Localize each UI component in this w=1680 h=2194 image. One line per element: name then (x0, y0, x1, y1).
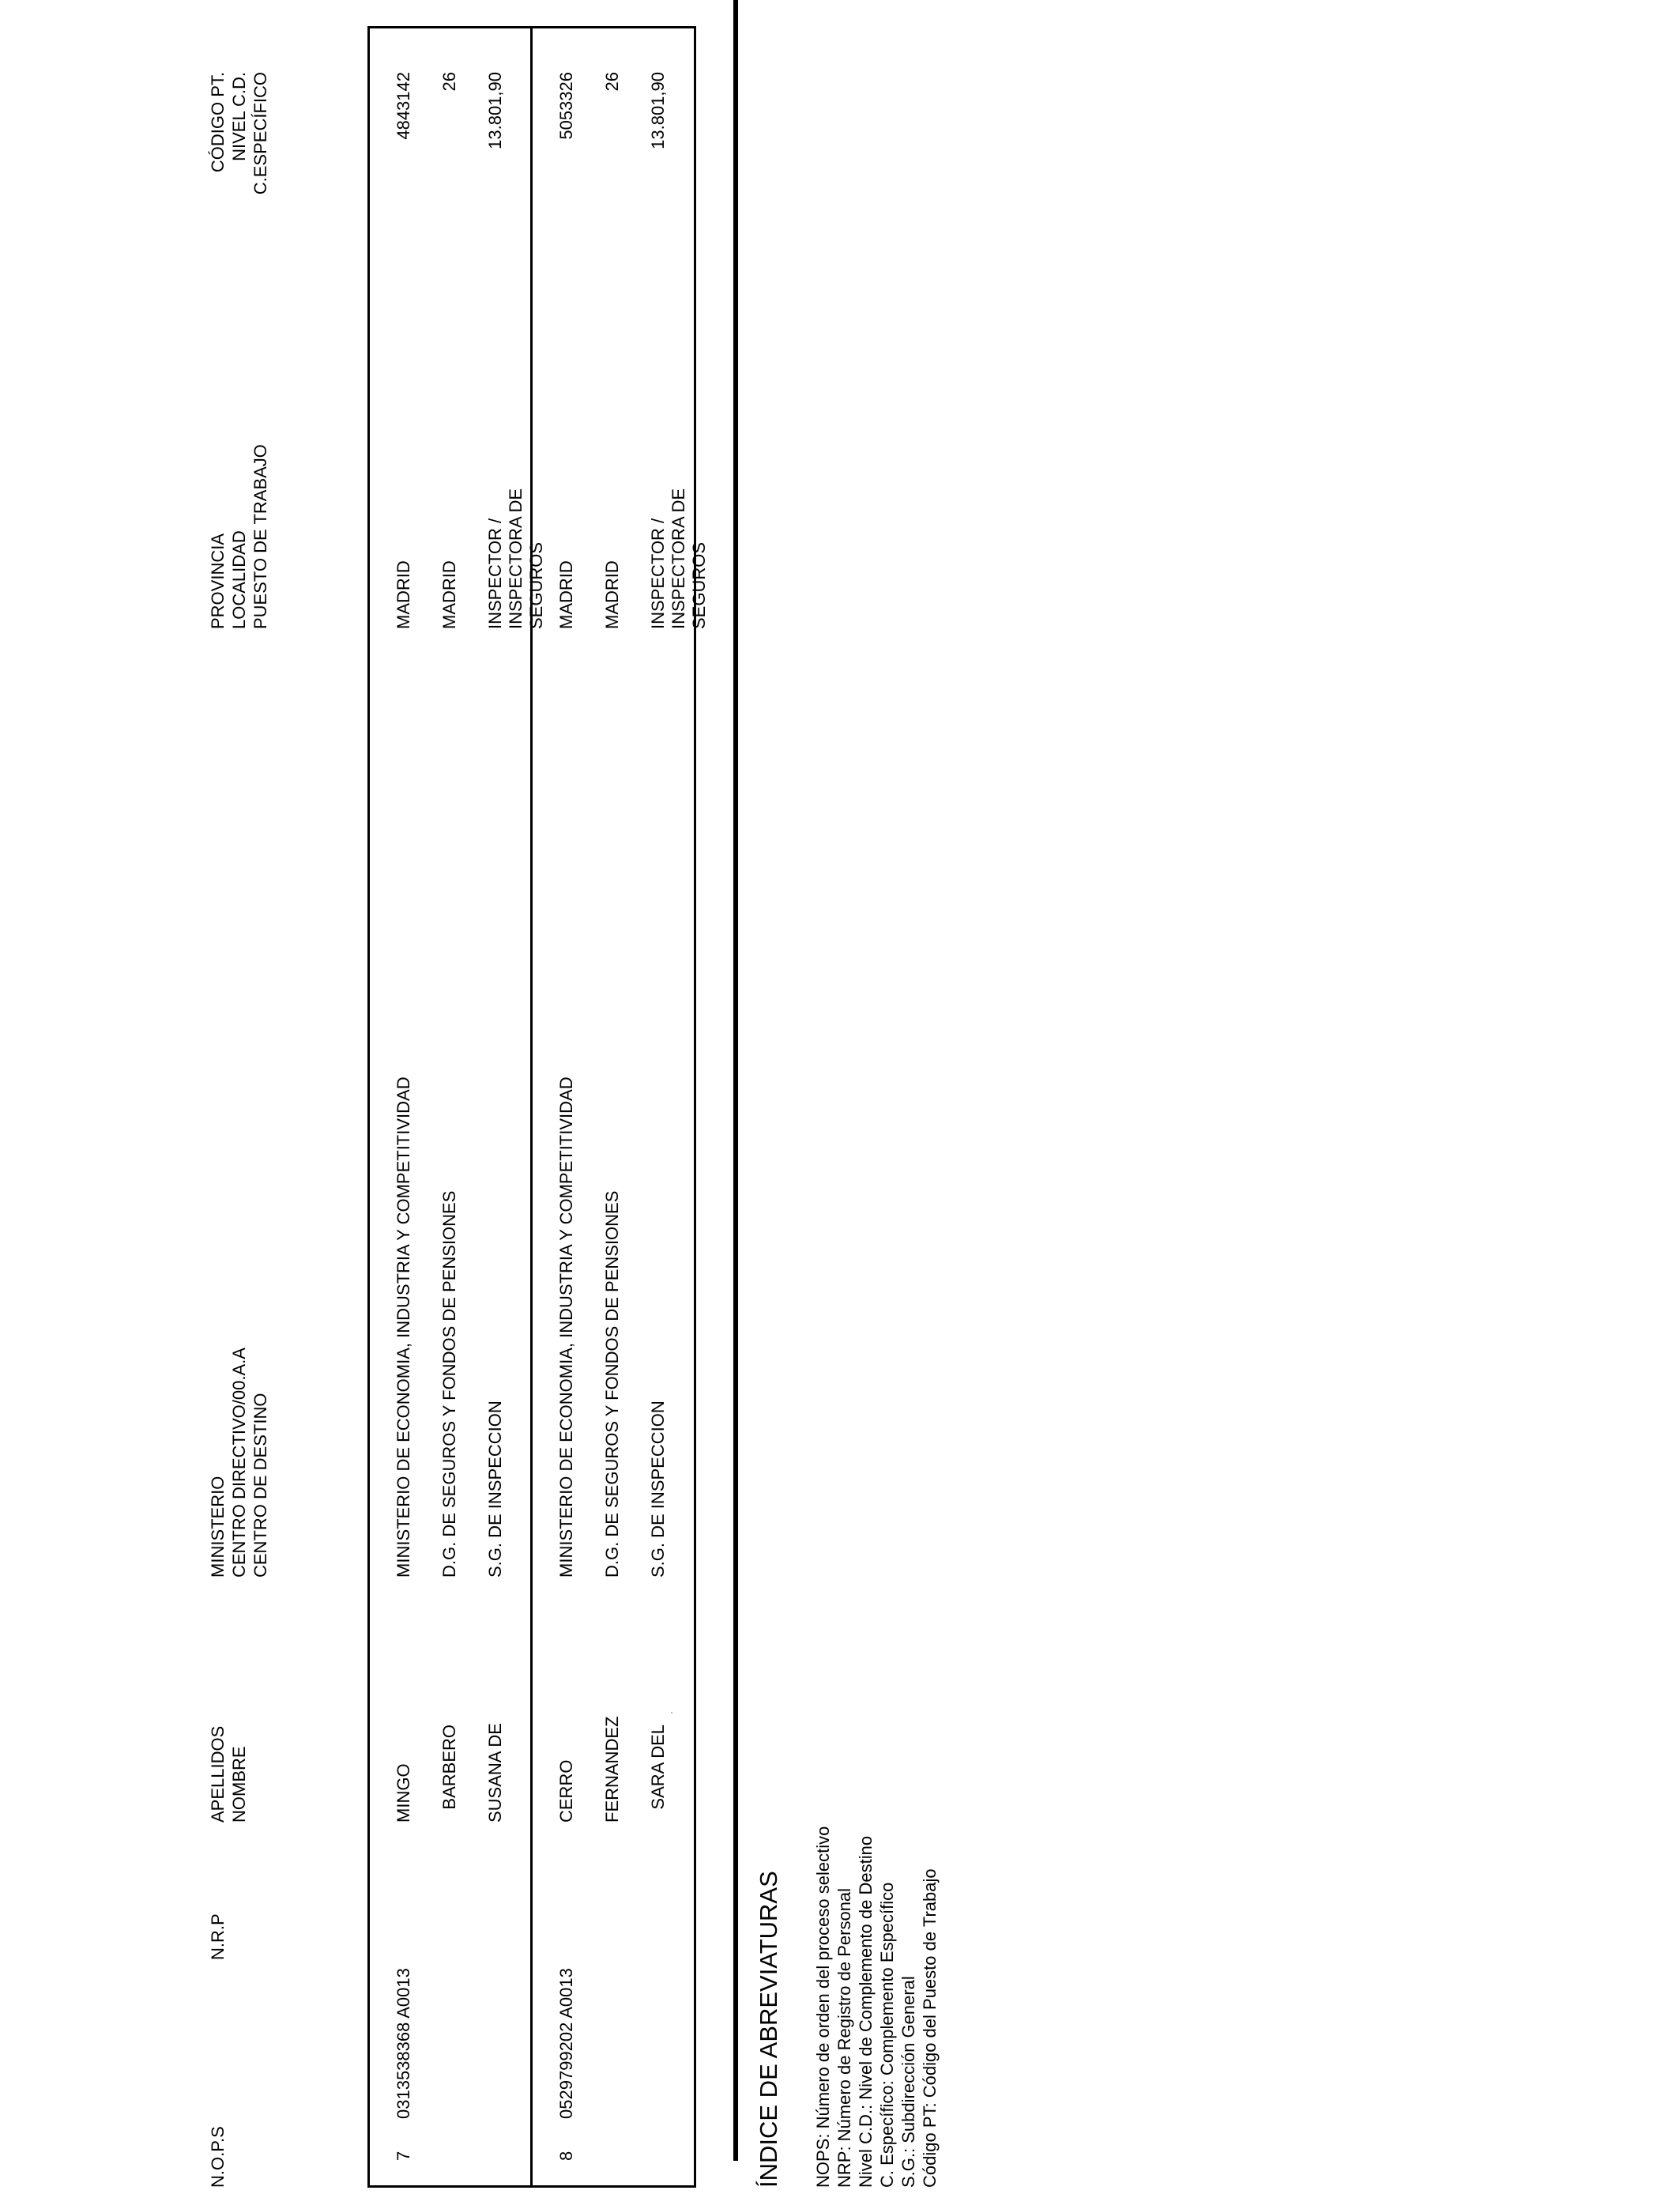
row-2-provincia: MADRID (556, 560, 576, 629)
row-2-localidad: MADRID (602, 560, 622, 629)
row-1-c-especifico: 13.801,90 (485, 72, 505, 149)
abbreviations-list (812, 1826, 940, 2188)
abbreviation-item: Nivel C.D.: Nivel de Complemento de Destino (856, 1835, 876, 2188)
row-2-puesto: INSPECTOR / INSPECTORA DE SEGUROS (648, 488, 709, 629)
header-centro-directivo-label: CENTRO DIRECTIVO/00.A.A (229, 1348, 249, 1578)
cell-separator (671, 1712, 672, 1713)
row-1-centro-destino: S.G. DE INSPECCION (485, 1400, 505, 1578)
row-1-centro-directivo: D.G. DE SEGUROS Y FONDOS DE PENSIONES (439, 1190, 459, 1578)
abbreviations-title: ÍNDICE DE ABREVIATURAS (755, 1871, 782, 2188)
header-ministerio-label: MINISTERIO (208, 1476, 228, 1578)
row-2-nrp: 0529799202 A0013 (556, 1968, 576, 2119)
row-2-nivel-cd: 26 (602, 72, 622, 92)
abbreviation-item: C. Específico: Complemento Específico (877, 1882, 897, 2188)
row-1-nrp: 0313538368 A0013 (394, 1968, 413, 2119)
header-codigo-pt-label: CÓDIGO PT. (208, 72, 228, 173)
header-provincia (207, 444, 271, 629)
header-nops (207, 2126, 228, 2188)
header-nivel-cd-label: NIVEL C.D. (229, 72, 249, 161)
row-divider (530, 26, 533, 2188)
header-ministerio (207, 1348, 271, 1578)
header-nrp-label: N.R.P (208, 1913, 228, 1960)
row-1-nops: 7 (394, 2151, 413, 2161)
header-puesto-label: PUESTO DE TRABAJO (250, 444, 270, 629)
header-provincia-label: PROVINCIA (208, 533, 228, 629)
header-centro-destino-label: CENTRO DE DESTINO (250, 1393, 270, 1578)
row-2-ministerio: MINISTERIO DE ECONOMIA, INDUSTRIA Y COMPETITIVIDAD (556, 1076, 576, 1578)
header-codigo (207, 72, 271, 230)
row-1-codigo-pt: 4843142 (394, 72, 413, 140)
header-nops-label: N.O.P.S (208, 2126, 228, 2188)
row-1-ministerio: MINISTERIO DE ECONOMIA, INDUSTRIA Y COMPETITIVIDAD (394, 1076, 413, 1578)
header-apellidos (207, 1726, 250, 1823)
abbreviation-item: Código PT: Código del Puesto de Trabajo (920, 1868, 940, 2188)
row-2-centro-destino: S.G. DE INSPECCION (648, 1400, 668, 1578)
row-1-localidad: MADRID (439, 560, 459, 629)
section-rule (733, 0, 738, 2161)
abbreviation-item: NRP: Número de Registro de Personal (834, 1887, 854, 2188)
row-2-c-especifico: 13.801,90 (648, 72, 668, 149)
abbreviation-item: NOPS: Número de orden del proceso selectivo (813, 1826, 833, 2188)
row-1-apellido1: MINGO (394, 1763, 413, 1823)
row-1-apellido2: BARBERO (439, 1725, 459, 1810)
header-apellidos-label: APELLIDOS (208, 1725, 228, 1823)
abbreviation-item: S.G.: Subdirección General (898, 1976, 918, 2188)
header-nrp (207, 1913, 228, 1960)
row-2-apellido1: CERRO (556, 1759, 576, 1823)
row-2-nombre: SARA DEL (648, 1725, 668, 1810)
header-c-especifico-label: C.ESPECÍFICO (250, 72, 270, 195)
row-1-provincia: MADRID (394, 560, 413, 629)
row-2-codigo-pt: 5053326 (556, 72, 576, 140)
row-2-apellido2: FERNANDEZ (602, 1716, 622, 1823)
header-localidad-label: LOCALIDAD (229, 530, 249, 629)
row-2-nops: 8 (556, 2151, 576, 2161)
header-nombre-label: NOMBRE (229, 1746, 249, 1823)
row-1-puesto: INSPECTOR / INSPECTORA DE SEGUROS (485, 488, 546, 629)
row-2-centro-directivo: D.G. DE SEGUROS Y FONDOS DE PENSIONES (602, 1190, 622, 1578)
row-1-nombre: SUSANA DE (485, 1723, 505, 1823)
row-1-nivel-cd: 26 (439, 72, 459, 92)
